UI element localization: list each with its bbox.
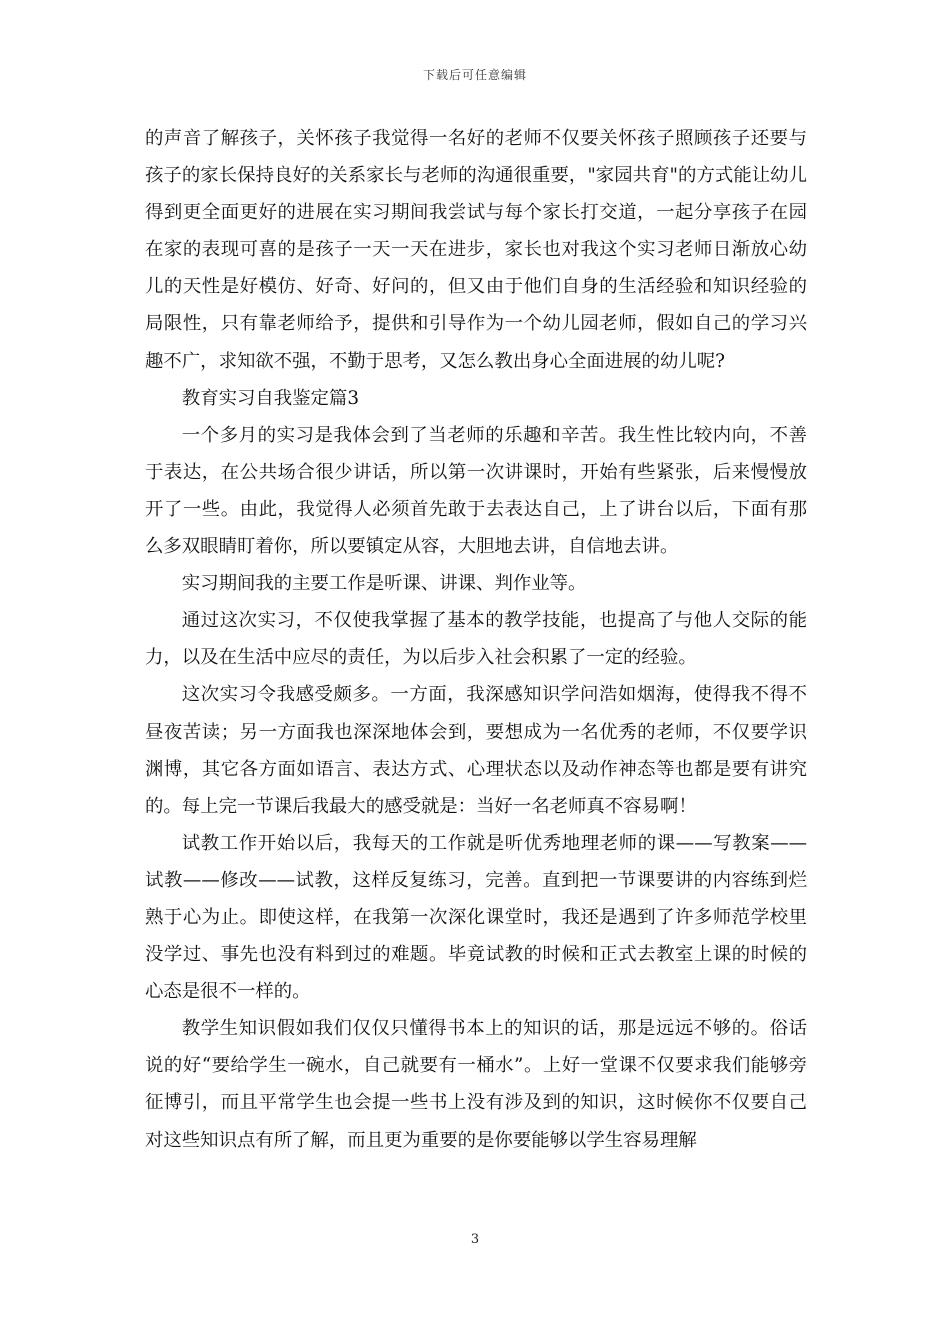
paragraph: 实习期间我的主要工作是听课、讲课、判作业等。 xyxy=(181,573,587,595)
paragraph: 教学生知识假如我们仅仅只懂得书本上的知识的话，那是远远不够的。俗话说的好“要给学生一碗水，自己就要有一桶水”。上好一堂课不仅要求我们能够旁征博引，而且平常学生也会提一些书上没有涉及到的知识，这时候你不仅要自己对这些知识点有所了解，而且更为重要的是你要能够以学生容易理解 xyxy=(145,1018,807,1151)
body-text xyxy=(145,120,807,1159)
page-header: 下载后可任意编辑 xyxy=(422,68,527,82)
section-heading: 教育实习自我鉴定篇3 xyxy=(181,387,360,409)
paragraph-continued: 的声音了解孩子，关怀孩子我觉得一名好的老师不仅要关怀孩子照顾孩子还要与孩子的家长保持良好的关系家长与老师的沟通很重要，"家园共育"的方式能让幼儿得到更全面更好的进展在实习期间我尝试与每个家长打交道，一起分享孩子在园在家的表现可喜的是孩子一天一天在进步，家长也对我这个实习老师日渐放心幼儿的天性是好模仿、好奇、好问的，但又由于他们自身的生活经验和知识经验的局限性，只有靠老师给予，提供和引导作为一个幼儿园老师，假如自己的学习兴趣不广，求知欲不强，不勤于思考，又怎么教出身心全面进展的幼儿呢? xyxy=(145,128,807,372)
page-number: 3 xyxy=(470,1232,480,1247)
paragraph: 这次实习令我感受颇多。一方面，我深感知识学问浩如烟海，使得我不得不昼夜苦读；另一方面我也深深地体会到，要想成为一名优秀的老师，不仅要学识渊博，其它各方面如语言、表达方式、心理状态以及动作神态等也都是要有讲究的。每上完一节课后我最大的感受就是：当好一名老师真不容易啊！ xyxy=(145,684,807,817)
paragraph: 试教工作开始以后，我每天的工作就是听优秀地理老师的课——写教案——试教——修改——试教，这样反复练习，完善。直到把一节课要讲的内容练到烂熟于心为止。即使这样，在我第一次深化课堂时，我还是遇到了许多师范学校里没学过、事先也没有料到过的难题。毕竟试教的时候和正式去教室上课的时候的心态是很不一样的。 xyxy=(145,832,807,1003)
paragraph: 通过这次实习，不仅使我掌握了基本的教学技能，也提高了与他人交际的能力，以及在生活中应尽的责任，为以后步入社会积累了一定的经验。 xyxy=(145,610,807,669)
paragraph: 一个多月的实习是我体会到了当老师的乐趣和辛苦。我生性比较内向，不善于表达，在公共场合很少讲话，所以第一次讲课时，开始有些紧张，后来慢慢放开了一些。由此，我觉得人必须首先敢于去表达自己，上了讲台以后，下面有那么多双眼睛盯着你，所以要镇定从容，大胆地去讲，自信地去讲。 xyxy=(145,424,807,558)
